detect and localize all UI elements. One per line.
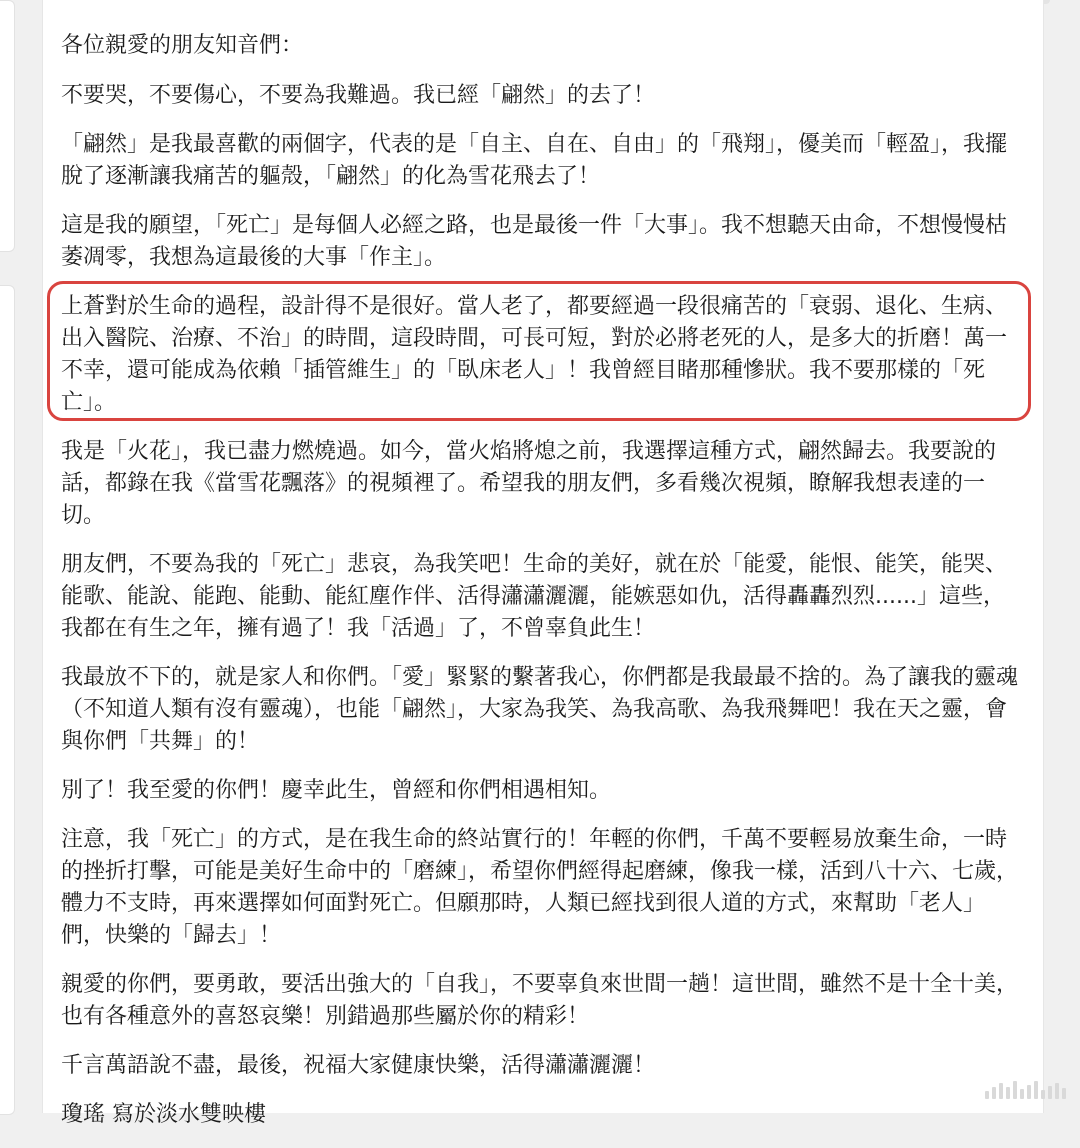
letter-page — [42, 0, 1044, 1127]
letter-salutation: 各位親愛的朋友知音們： — [61, 33, 304, 58]
paragraph-7: 我最放不下的，就是家人和你們。「愛」緊緊的繫著我心，你們都是我最最不捨的。為了讓我的靈魂（不知道人類有沒有靈魂），也能「翩然」，大家為我笑、為我高歌、為我飛舞吧！我在天之靈，會與你們「共舞」的！ — [61, 665, 1019, 754]
letter-signature: 瓊瑤 寫於淡水雙映樓 — [61, 1102, 266, 1127]
left-panel-edge-bottom — [0, 285, 15, 1115]
paragraph-6: 朋友們，不要為我的「死亡」悲哀，為我笑吧！生命的美好，就在於「能愛，能恨、能笑，能哭、能歌、能說、能跑、能動、能紅塵作伴、活得瀟瀟灑灑，能嫉惡如仇，活得轟轟烈烈......」這些，我都在有生之年，擁有過了！我「活過」了，不曾辜負此生！ — [61, 552, 1008, 641]
paragraph-11: 千言萬語說不盡，最後，祝福大家健康快樂，活得瀟瀟灑灑！ — [61, 1053, 656, 1078]
paragraph-5: 我是「火花」，我已盡力燃燒過。如今，當火焰將熄之前，我選擇這種方式，翩然歸去。我要說的話，都錄在我《當雪花飄落》的視頻裡了。希望我的朋友們，多看幾次視頻，瞭解我想表達的一切。 — [61, 439, 997, 528]
letter-body — [61, 30, 1021, 1148]
paragraph-2: 「翩然」是我最喜歡的兩個字，代表的是「自主、自在、自由」的「飛翔」，優美而「輕盈」，我擺脫了逐漸讓我痛苦的軀殼，「翩然」的化為雪花飛去了！ — [61, 132, 1008, 189]
signal-bars-icon — [985, 1081, 1066, 1099]
paragraph-10: 親愛的你們，要勇敢，要活出強大的「自我」，不要辜負來世間一趟！這世間，雖然不是十全十美，也有各種意外的喜怒哀樂！別錯過那些屬於你的精彩！ — [61, 972, 1019, 1029]
paragraph-4-highlighted: 上蒼對於生命的過程，設計得不是很好。當人老了，都要經過一段很痛苦的「衰弱、退化、生病、出入醫院、治療、不治」的時間，這段時間，可長可短，對於必將老死的人，是多大的折磨！萬一不幸，還可能成為依賴「插管維生」的「臥床老人」！我曾經目睹那種慘狀。我不要那樣的「死亡」。 — [61, 294, 1008, 415]
left-panel-edge-top — [0, 0, 15, 252]
paragraph-8: 別了！我至愛的你們！慶幸此生，曾經和你們相遇相知。 — [61, 778, 612, 803]
paragraph-1: 不要哭，不要傷心，不要為我難過。我已經「翩然」的去了！ — [61, 83, 656, 108]
paragraph-3: 這是我的願望，「死亡」是每個人必經之路，也是最後一件「大事」。我不想聽天由命，不想慢慢枯萎凋零，我想為這最後的大事「作主」。 — [61, 213, 1008, 270]
paragraph-9: 注意，我「死亡」的方式，是在我生命的終站實行的！年輕的你們，千萬不要輕易放棄生命，一時的挫折打擊，可能是美好生命中的「磨練」，希望你們經得起磨練，像我一樣，活到八十六、七歲，體力不支時，再來選擇如何面對死亡。但願那時，人類已經找到很人道的方式，來幫助「老人」們，快樂的「歸去」！ — [61, 827, 1019, 948]
